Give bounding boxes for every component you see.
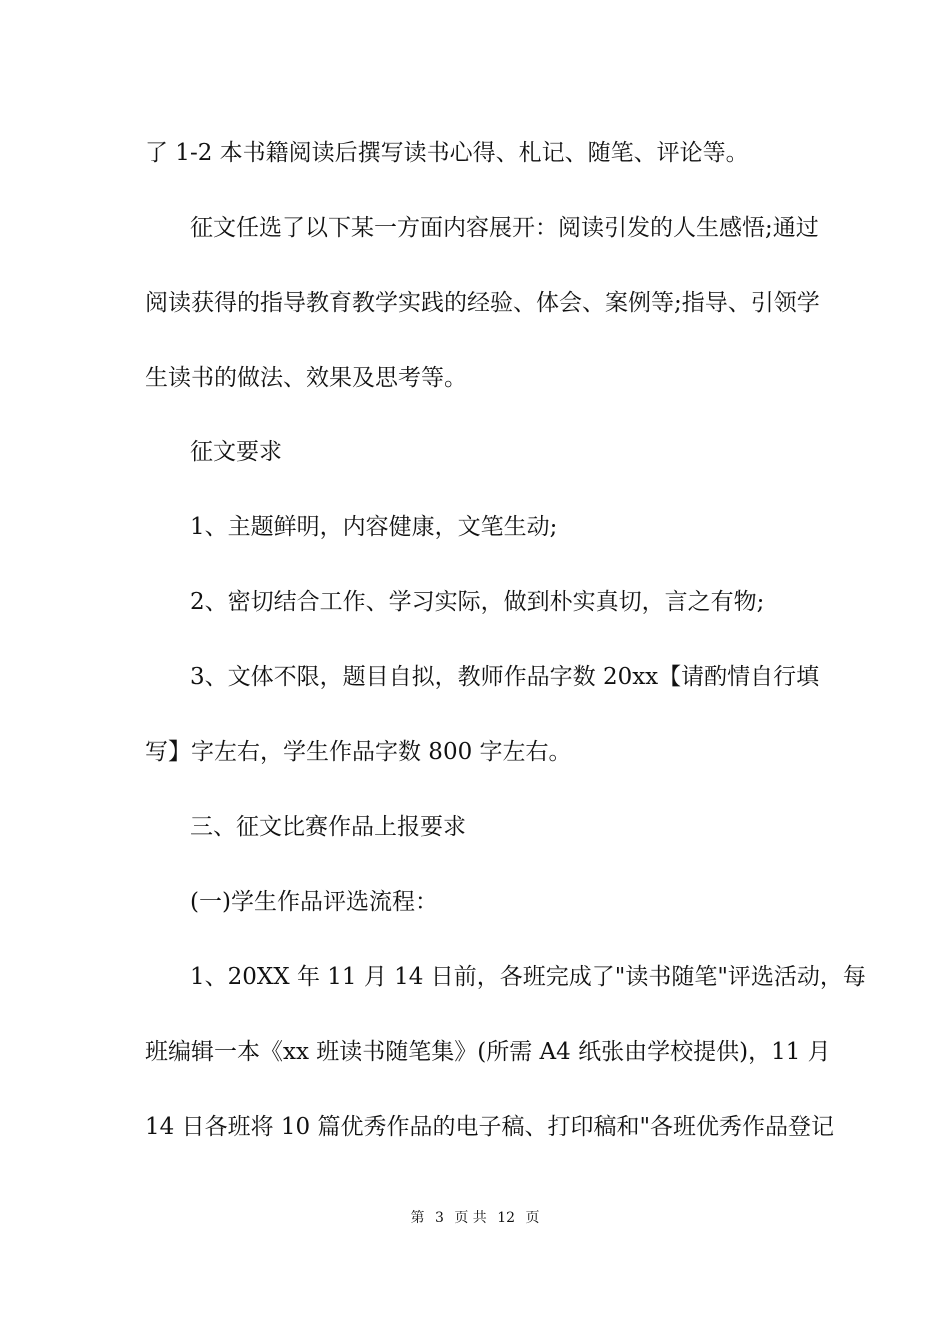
paragraph-line: 征文任选了以下某一方面内容展开：阅读引发的人生感悟;通过 (190, 215, 819, 241)
paragraph-line: 阅读获得的指导教育教学实践的经验、体会、案例等;指导、引领学 (145, 290, 820, 316)
list-item: 2、密切结合工作、学习实际，做到朴实真切，言之有物; (190, 589, 765, 615)
paragraph-line: 14 日各班将 10 篇优秀作品的电子稿、打印稿和"各班优秀作品登记 (145, 1114, 835, 1140)
list-item: 1、主题鲜明，内容健康，文笔生动; (190, 514, 558, 540)
footer-prefix: 第 (410, 1210, 425, 1226)
list-item: 1、20XX 年 11 月 14 日前，各班完成了"读书随笔"评选活动，每 (190, 964, 866, 990)
section-heading: 征文要求 (190, 439, 282, 465)
paragraph-line: 了 1-2 本书籍阅读后撰写读书心得、札记、随笔、评论等。 (145, 140, 749, 166)
subsection-heading: (一)学生作品评选流程： (190, 889, 438, 915)
paragraph-line: 生读书的做法、效果及思考等。 (145, 365, 467, 391)
current-page-number: 3 (434, 1210, 444, 1226)
paragraph-line: 写】字左右，学生作品字数 800 字左右。 (145, 739, 572, 765)
section-heading: 三、征文比赛作品上报要求 (190, 814, 466, 840)
paragraph-line: 班编辑一本《xx 班读书随笔集》(所需 A4 纸张由学校提供)，11 月 (145, 1039, 831, 1065)
footer-middle: 页 共 (454, 1210, 487, 1226)
total-page-count: 12 (497, 1210, 516, 1226)
page-footer (0, 1208, 950, 1228)
footer-suffix: 页 (525, 1210, 540, 1226)
list-item: 3、文体不限，题目自拟，教师作品字数 20xx【请酌情自行填 (190, 664, 820, 690)
